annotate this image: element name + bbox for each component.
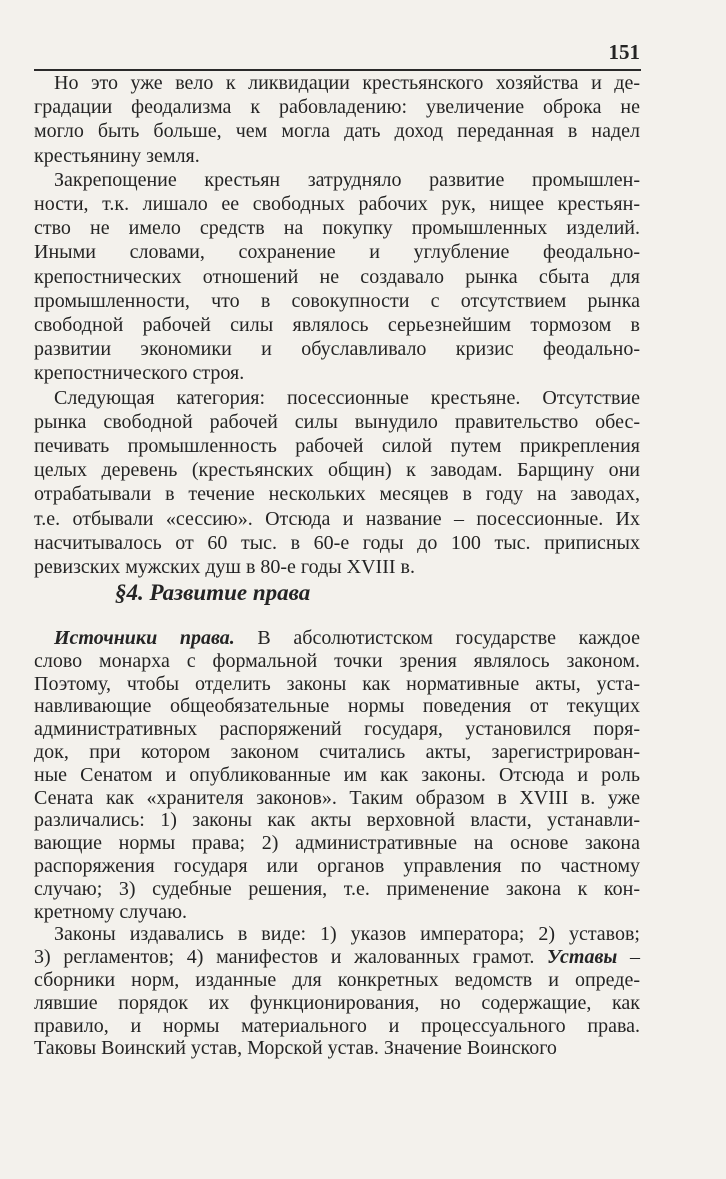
text-line: Закрепощение крестьян затрудняло развитие промышлен- (54, 168, 640, 191)
text-line: сборники норм, изданные для конкретных ведомств и опреде- (34, 969, 640, 991)
text-line: правило, и нормы материального и процессуального права. (34, 1014, 640, 1037)
text-line: ство не имело средств на покупку промышленных изделий. (34, 217, 640, 240)
text-line: целых деревень (крестьянских общин) к заводам. Барщину они (34, 459, 640, 482)
text-line: Иными словами, сохранение и углубление феодально- (34, 241, 640, 264)
text-line: Следующая категория: посессионные крестьяне. Отсутствие (54, 386, 640, 409)
text-line: док, при котором законом считались акты, зарегистрирован- (34, 741, 640, 763)
text-line: навливающие общеобязательные нормы поведения от текущих (34, 695, 640, 718)
text-line: свободной рабочей силы являлось серьезнейшим тормозом в (34, 314, 640, 336)
line-text: 3) регламентов; 4) манифестов и жалованных грамот. (34, 946, 548, 969)
text-line: случаю; 3) судебные решения, т.е. применение закона к кон- (34, 877, 640, 900)
text-line: насчитывалось от 60 тыс. в 60-е годы до 100 тыс. приписных (34, 531, 640, 554)
text-line: Но это уже вело к ликвидации крестьянского хозяйства и де- (54, 72, 640, 94)
text-line: градации феодализма к рабовладению: увеличение оброка не (34, 96, 640, 119)
emphasized-term: Уставы (547, 946, 618, 969)
text-line (54, 626, 640, 650)
text-line: слово монарха с формальной точки зрения являлось законом. (34, 649, 640, 672)
text-line: ревизских мужских душ в 80-е годы XVIII в. (34, 556, 415, 578)
text-line: Таковы Воинский устав, Морской устав. Значение Воинского (34, 1037, 557, 1060)
text-line: крестьянину земля. (34, 144, 200, 167)
text-line: административных распоряжений государя, установился поря- (34, 718, 640, 741)
text-line: распоряжения государя или органов управления по частному (34, 855, 640, 877)
text-line: различались: 1) законы как акты верховной власти, устанавли- (34, 809, 640, 832)
text-line: развитии экономики и обуславливало кризис феодально- (34, 338, 640, 361)
run-in-heading: Источники права. (54, 627, 235, 649)
text-line: могло быть больше, чем могла дать доход переданная в надел (34, 120, 640, 143)
text-line: ные Сенатом и опубликованные им как законы. Отсюда и роль (34, 763, 640, 786)
line-text: В абсолютистском государстве каждое (257, 627, 640, 649)
page-number: 151 (608, 40, 640, 64)
text-line: Сената как «хранителя законов». Таким образом в XVIII в. уже (34, 786, 640, 809)
text-line: ности, т.к. лишало ее свободных рабочих рук, нищее крестьян- (34, 193, 640, 215)
text-line: рынка свободной рабочей силы вынудило правительство обес- (34, 410, 640, 433)
section-heading: §4. Развитие права (115, 580, 311, 605)
text-line: крепостнических отношений не создавало рынка сбыта для (34, 265, 640, 288)
text-line (34, 945, 640, 969)
text-line: лявшие порядок их функционирования, но содержащие, как (34, 991, 640, 1014)
text-line: Законы издавались в виде: 1) указов императора; 2) уставов; (54, 923, 640, 946)
text-line: отрабатывали в течение нескольких месяцев в году на заводах, (34, 483, 640, 506)
text-line: кретному случаю. (34, 900, 188, 923)
text-line: т.е. отбывали «сессию». Отсюда и название – посессионные. Их (34, 507, 640, 530)
text-line: печивать промышленность рабочей силой путем прикрепления (34, 435, 640, 457)
text-line: промышленности, что в совокупности с отсутствием рынка (34, 289, 640, 312)
text-line: Поэтому, чтобы отделить законы как нормативные акты, уста- (34, 672, 640, 695)
text-line: крепостнического строя. (34, 362, 245, 385)
line-text: – (617, 946, 640, 969)
text-line: вающие нормы права; 2) административные на основе закона (34, 832, 640, 855)
